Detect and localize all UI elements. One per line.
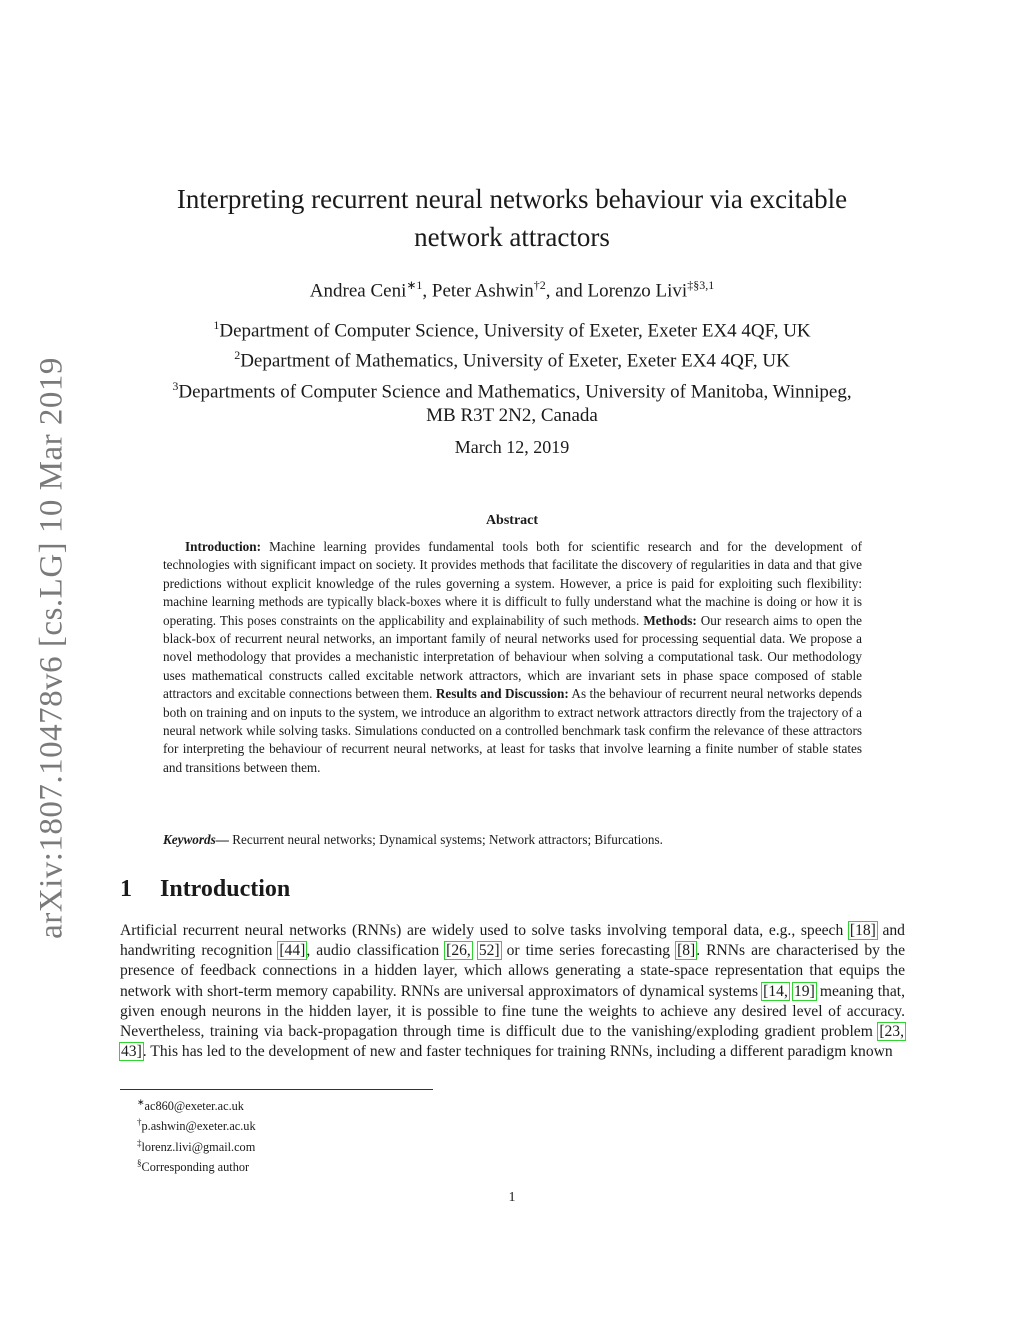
- affiliation-number: 3: [172, 378, 179, 393]
- citation-link[interactable]: 43]: [121, 1043, 142, 1061]
- intro-paragraph: [120, 921, 905, 1062]
- paragraph-text: . This has led to the development of new and faster techniques for training RNNs, including a different paradigm known: [142, 1043, 893, 1061]
- keywords-text: Recurrent neural networks; Dynamical systems; Network attractors; Bifurcations.: [228, 832, 663, 847]
- keywords: [163, 831, 862, 849]
- page-number: 1: [508, 1190, 516, 1205]
- abstract-body: [163, 538, 862, 777]
- footnote-mark: †: [137, 1117, 142, 1128]
- arxiv-identifier-stamp: arXiv:1807.10478v6 [cs.LG] 10 Mar 2019: [33, 357, 70, 939]
- citation-link[interactable]: [14,: [763, 982, 788, 1000]
- affiliation-text: Department of Computer Science, University of Exeter, Exeter EX4 4QF, UK: [219, 320, 811, 342]
- affiliation-continuation: MB R3T 2N2, Canada: [426, 404, 598, 426]
- citation-link[interactable]: 19]: [793, 982, 815, 1000]
- footnote-mark: ‡: [137, 1137, 142, 1148]
- author-separator: ,: [422, 280, 432, 302]
- paragraph-text: meaning that, given enough neurons in the hidden layer, it is possible to fine tune the weights to achieve any desired level of accuracy. Nevertheless, training via back-propagation through time is difficult due to the vanishing/exploding gradient problem: [120, 982, 905, 1041]
- section-heading: [120, 876, 290, 903]
- affiliation-number: 1: [213, 318, 220, 332]
- author-marks: ‡§3,1: [687, 278, 715, 292]
- abstract-intro-text: Machine learning provides fundamental tools both for scientific research and for the development of technologies with significant impact on society. It provides methods that facilitate the discovery of regularities in data and that give predictions without explicit knowledge of the rules governing a system. However, a price is paid for exploiting such flexibility: machine learning methods are typically black-boxes where it is difficult to fully understand what the machine is doing or how it is operating. This poses constraints on the applicability and explainability of such methods.: [163, 539, 862, 628]
- abstract-methods-label: Methods:: [643, 612, 697, 628]
- paragraph-text: , audio classification: [306, 942, 446, 960]
- footnote: [137, 1155, 256, 1175]
- abstract-results-text: As the behaviour of recurrent neural networks depends both on training and on inputs to the system, we introduce an algorithm to extract network attractors directly from the trajectory of a neural network while solving tasks. Simulations conducted on a controlled benchmark task confirm the relevance of these attractors for interpreting the behaviour of recurrent neural networks, at least for tasks that involve learning a finite number of stable states and transitions between them.: [163, 686, 862, 775]
- footnote-text: Corresponding author: [141, 1159, 250, 1174]
- citation-link[interactable]: [26,: [446, 942, 471, 960]
- footnote-mark: §: [137, 1157, 142, 1168]
- citation-link[interactable]: [44]: [279, 942, 306, 960]
- footnote-text: lorenz.livi@gmail.com: [141, 1139, 256, 1154]
- citation-link[interactable]: 52]: [478, 942, 500, 960]
- affiliation: [0, 374, 1024, 404]
- publication-date: March 12, 2019: [454, 437, 570, 457]
- footnote-list: [137, 1094, 256, 1175]
- footnote: [137, 1135, 256, 1155]
- author-name: Peter Ashwin: [431, 280, 534, 302]
- title-line-2: network attractors: [414, 222, 610, 252]
- affiliation-text: Department of Mathematics, University of Exeter, Exeter EX4 4QF, UK: [240, 350, 790, 372]
- author-list: [0, 272, 1024, 304]
- author-name: Lorenzo Livi: [587, 280, 688, 302]
- citation-link[interactable]: [18]: [849, 922, 876, 939]
- paragraph-text: and handwriting recognition: [120, 922, 905, 960]
- paragraph-text: [472, 942, 478, 959]
- paper-title: [0, 180, 1024, 256]
- paragraph-text: . RNNs are characterised by the presence of feedback connections in a hidden layer, which allows generating a state-space representation that equips the network with short-term memory capability. RNNs are universal approximators of dynamical systems: [120, 942, 906, 1000]
- footnote-mark: ∗: [137, 1097, 145, 1107]
- abstract-methods-text: Our research aims to open the black-box of recurrent neural networks, an important family of neural networks used for processing sequential data. We propose a novel methodology that provides a mechanistic interpretation of behaviour when solving a computational task. Our methodology uses mathematical constructs called excitable network attractors, which are invariant sets in phase space composed of stable attractors and excitable connections between them.: [163, 612, 862, 702]
- section-number: 1: [120, 876, 132, 902]
- citation-link[interactable]: [23,: [879, 1023, 904, 1041]
- affiliation: [0, 313, 1024, 343]
- footnote-text: p.ashwin@exeter.ac.uk: [141, 1119, 256, 1134]
- affiliation: [0, 343, 1024, 373]
- abstract-intro-label: Introduction:: [185, 539, 261, 554]
- paragraph-text: or time series forecasting: [500, 942, 677, 960]
- author-marks: ∗1: [406, 278, 423, 292]
- affiliation-number: 2: [234, 348, 241, 363]
- affiliation-list: [0, 313, 1024, 428]
- title-line-1: Interpreting recurrent neural networks behaviour via excitable: [176, 184, 848, 214]
- author-marks: †2: [533, 278, 546, 292]
- section-title: Introduction: [160, 876, 291, 902]
- keywords-label: Keywords—: [163, 832, 229, 847]
- author-separator: , and: [545, 280, 588, 302]
- footnote: [137, 1094, 256, 1114]
- author-name: Andrea Ceni: [309, 280, 407, 302]
- footnote-rule: [120, 1089, 433, 1090]
- abstract-results-label: Results and Discussion:: [435, 686, 569, 702]
- footnote-text: ac860@exeter.ac.uk: [144, 1099, 244, 1114]
- footnote: [137, 1114, 256, 1134]
- affiliation-text: Departments of Computer Science and Mathematics, University of Manitoba, Winnipeg,: [178, 380, 852, 402]
- citation-link[interactable]: [8]: [677, 942, 696, 960]
- paragraph-text: Artificial recurrent neural networks (RNNs) are widely used to solve tasks involving temporal data, e.g., speech: [120, 922, 849, 939]
- abstract-heading: Abstract: [485, 513, 539, 528]
